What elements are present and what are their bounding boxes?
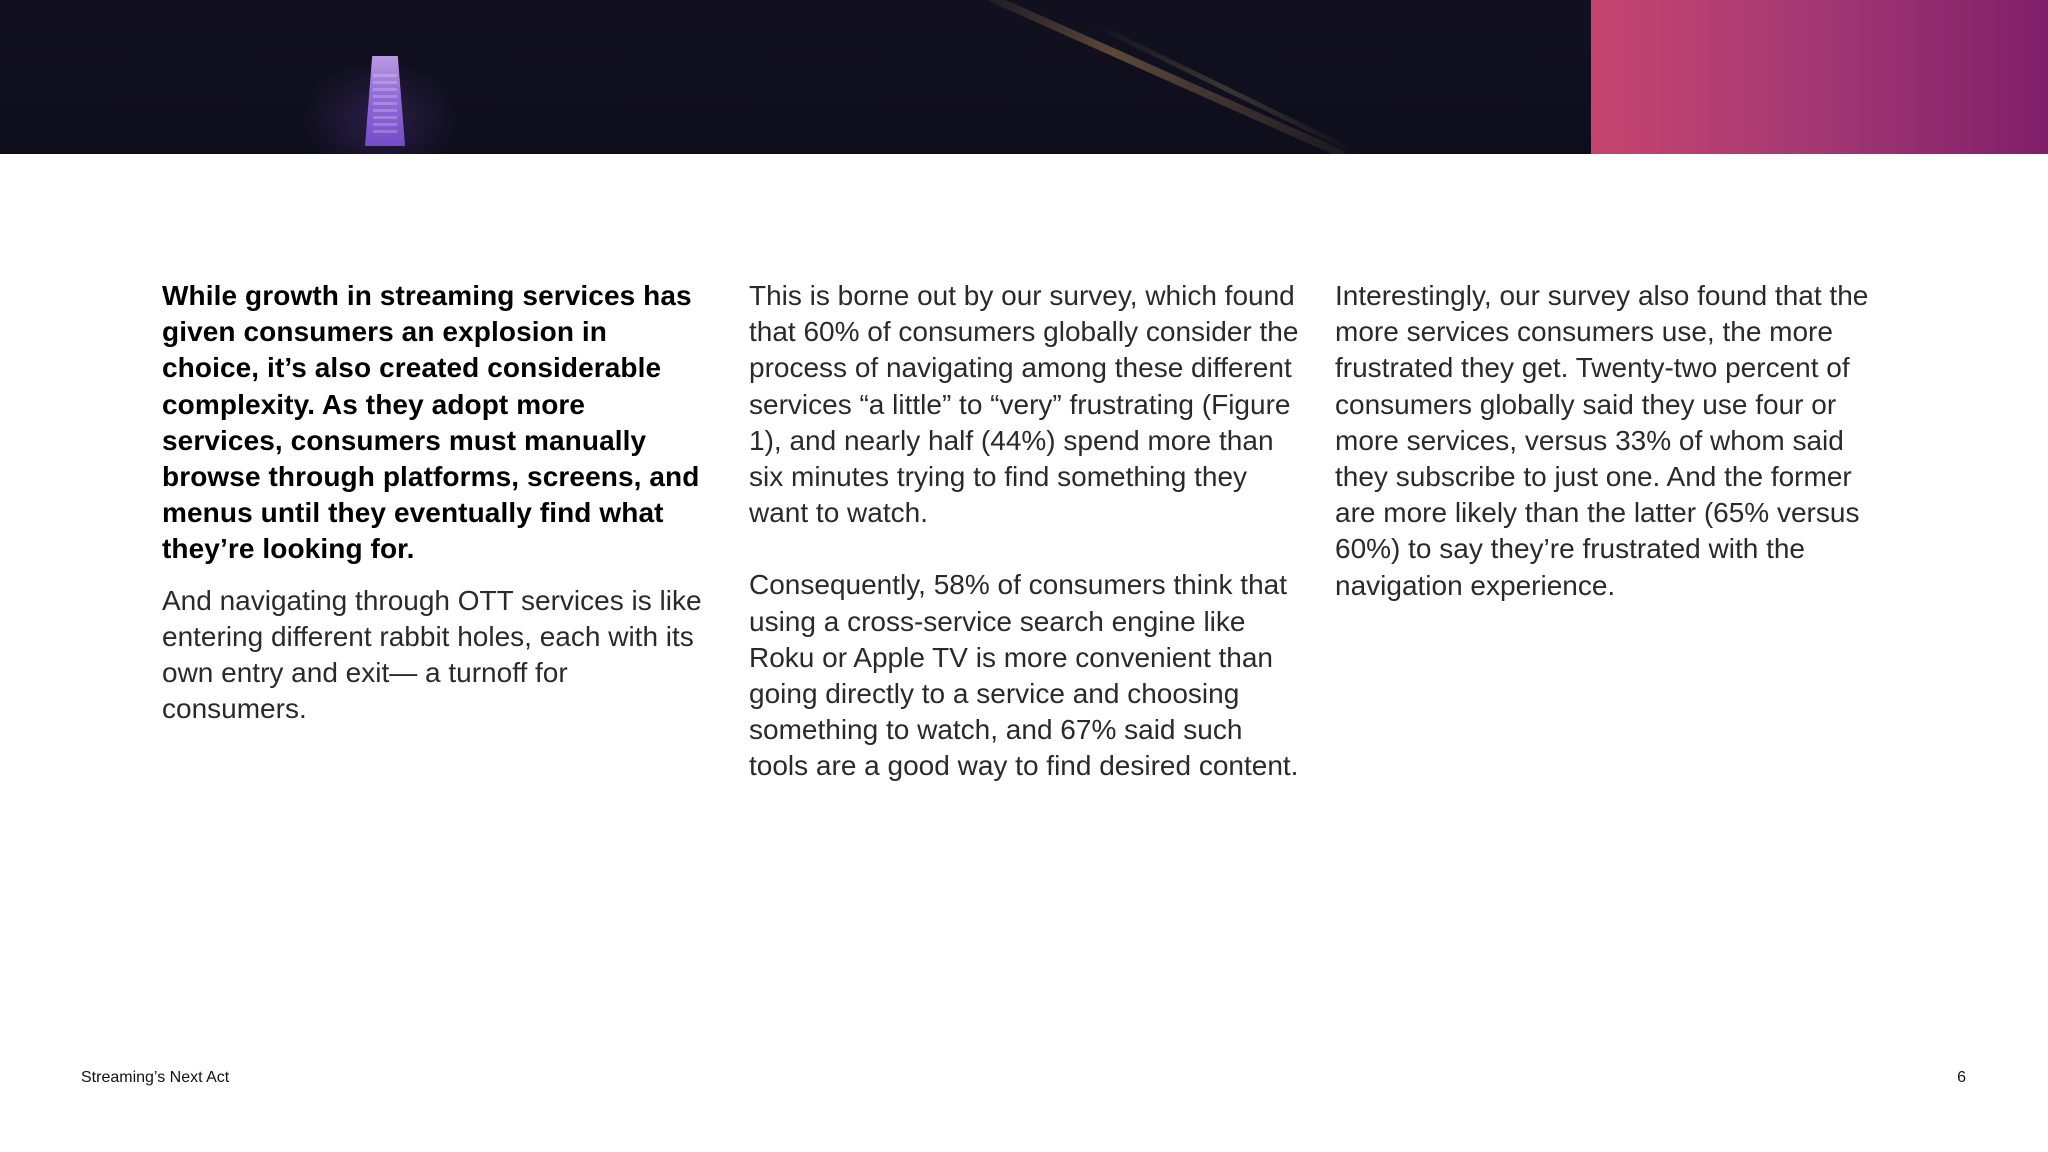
road-stripe xyxy=(958,0,1345,154)
text-column-1 xyxy=(162,278,702,727)
footer-document-title: Streaming’s Next Act xyxy=(81,1069,230,1086)
banner-photo-road-night xyxy=(0,0,1591,154)
body-paragraph: And navigating through OTT services is like entering different rabbit holes, each with its own entry and exit— a turnoff for consumers. xyxy=(162,584,702,725)
header-banner xyxy=(0,0,2048,154)
body-paragraph: This is borne out by our survey, which found that 60% of consumers globally consider the process of navigating among these different services “a little” to “very” frustrating (Figure 1), and nearly half (44%) spend more than six minutes trying to find something they want to watch. xyxy=(749,280,1299,529)
body-paragraph: Interestingly, our survey also found that the more services consumers use, the more frustrated they get. Twenty-two percent of consumers globally said they use four or more services, versus 33% of whom said they subscribe to just one. And the former are more likely than the latter (65% versus 60%) to say they’re frustrated with the navigation experience. xyxy=(1335,280,1869,601)
road-stripe xyxy=(1089,20,1361,154)
text-column-3 xyxy=(1335,278,1895,604)
banner-gradient-panel xyxy=(1591,0,2048,154)
body-paragraph: Consequently, 58% of consumers think that using a cross-service search engine like Roku or Apple TV is more convenient than going directly to a service and choosing something to watch, and 67% said such tools are a good way to find desired content. xyxy=(749,569,1299,782)
text-column-2 xyxy=(749,278,1309,785)
lead-paragraph: While growth in streaming services has given consumers an explosion in choice, it’s also created considerable complexity. As they adopt more services, consumers must manually browse through platforms, screens, and menus until they eventually find what they’re looking for. xyxy=(162,280,700,565)
footer-page-number: 6 xyxy=(1957,1069,1966,1086)
